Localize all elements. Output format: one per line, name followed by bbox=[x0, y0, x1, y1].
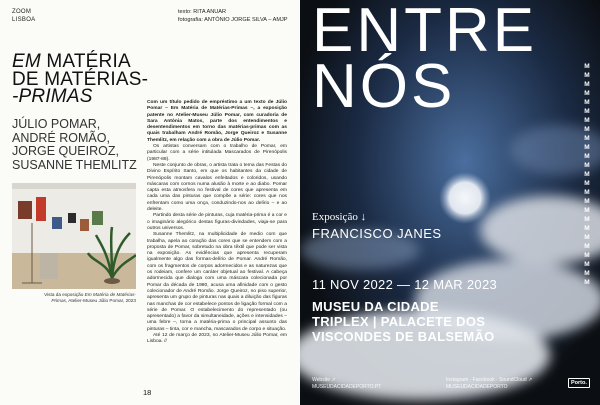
paragraph: Com um título pedido de empréstimo a um texto de Júlio Pomar – Em Matéria de Matérias-Primas –, a exposição patente no Atelier-Museu Júlio Pomar, com curadoria de Sara Antónia Matos, parte dos entendimentos e desentendimentos em torno das matérias-primas com as quais trabalham André Romão, Jorge Queiroz e Susanne Themlitz, em relação com a obra de Júlio Pomar. bbox=[147, 100, 287, 143]
exhibition-dates: 11 NOV 2022 — 12 MAR 2023 bbox=[312, 277, 498, 292]
side-mark: M bbox=[584, 252, 590, 259]
venue-line: VISCONDES DE BALSEMÃO bbox=[312, 329, 495, 344]
website-url[interactable]: MUSEUDACIDADEPORTO.PT bbox=[312, 383, 382, 390]
venue-line: MUSEU DA CIDADE bbox=[312, 299, 439, 314]
caption-suffix: , Atelier-Museu Júlio Pomar, 2023 bbox=[65, 298, 136, 303]
title-line2: DE MATÉRIAS- bbox=[12, 68, 149, 90]
artists-list bbox=[12, 118, 162, 172]
article-body bbox=[147, 100, 287, 346]
venue-line: TRIPLEX | PALACETE DOS bbox=[312, 314, 486, 329]
headline-line1: ENTRE bbox=[312, 0, 538, 65]
side-mark: M M bbox=[584, 171, 590, 187]
side-mark: M bbox=[584, 243, 590, 250]
paragraph: Até 12 de março de 2023, no Atelier-Museu Júlio Pomar, em Lisboa. // bbox=[147, 332, 287, 345]
exhibition-photo-illustration bbox=[12, 183, 136, 289]
text-credit: texto: RITA ANUAR bbox=[178, 9, 227, 15]
side-mark: M M bbox=[584, 207, 590, 223]
side-mark: M bbox=[584, 270, 590, 277]
title-line3: -PRIMAS bbox=[12, 86, 93, 107]
porto-logo: Porto. bbox=[568, 378, 590, 388]
paragraph: Partindo desta série de pinturas, cuja matéria-prima é a cor e o imaginário alegórico destas figuras-divindades, viaja-se para outros universos. bbox=[147, 213, 287, 231]
side-mark: M bbox=[584, 63, 590, 70]
article-title bbox=[12, 53, 172, 106]
photo-caption bbox=[40, 292, 136, 304]
paragraph: Susanne Themlitz, na multiplicidade de medio com que trabalha, apela ao coração das cores que se entendem com a proposta de Pomar, sobretudo na obra têxtil que pode ser vista na exposição. As evidências que apresenta recuperam igualmente algo das formas-delírio de Pomar. André Romão, com os fragmentos de corpos adormecidos e as naturezas que os rodeiam, confere um caráter objetual ao festival. A cabeça adormecida que dialoga com uma máscara colecionada por Pomar da década de 1980, acusa uma afinidade com o gesto colecionador de André Romão. Jorge Queiroz, no piso superior, apresenta um grupo de pinturas nas quais a diluição das figuras nas manchas de cor estabelece pontos de ligação formal com a série de Pomar. O estabelecimento do representado (ou apresentado) a favor da simultaneidade, ações e intensidades – uma febre –, torna a matéria-prima o principal assunto das pinturas – tinta, cor e mancha, mascarados de corpo e situação. bbox=[147, 232, 287, 332]
side-mark: M M bbox=[584, 81, 590, 97]
website-label: Website ↗ bbox=[312, 377, 336, 383]
social-handle[interactable]: MUSEUDACIDADEPORTO bbox=[446, 383, 508, 390]
side-mark: M bbox=[584, 279, 590, 286]
artist-name: ANDRÉ ROMÃO, bbox=[12, 130, 110, 145]
section-city: LISBOA bbox=[12, 16, 36, 23]
exhibition-artist: FRANCISCO JANES bbox=[312, 226, 442, 241]
paragraph: Os artistas conversam com o trabalho de Pomar, em particular com a série intitulada Mascarados de Pirenópolis (1987-88). bbox=[147, 144, 287, 162]
side-mark: M M bbox=[584, 153, 590, 169]
side-marks bbox=[582, 62, 592, 287]
side-mark: M M bbox=[584, 135, 590, 151]
section-label bbox=[12, 9, 35, 24]
caption-prefix: Vista da exposição bbox=[44, 292, 84, 297]
side-mark: M bbox=[584, 72, 590, 79]
artist-name: SUSANNE THEMLITZ bbox=[12, 157, 137, 172]
side-mark: M M bbox=[584, 189, 590, 205]
section-name: ZOOM bbox=[12, 9, 32, 15]
social-label: Instagram · Facebook · SoundCloud ↗ bbox=[446, 377, 533, 383]
title-line1: MATÉRIA bbox=[46, 51, 131, 72]
artist-name: JORGE QUEIROZ, bbox=[12, 144, 119, 158]
artist-name: JÚLIO POMAR, bbox=[12, 117, 101, 131]
caption-title: Em Matéria de Matérias-Primas bbox=[51, 292, 136, 303]
exhibition-photo bbox=[12, 183, 136, 289]
headline-line2: NÓS bbox=[312, 52, 456, 121]
exhibition-venue bbox=[312, 299, 512, 344]
credits bbox=[178, 9, 288, 24]
side-mark: M M bbox=[584, 225, 590, 241]
right-page-ad bbox=[300, 0, 600, 405]
title-em: EM bbox=[12, 51, 41, 72]
photo-credit: fotografia: ANTÓNIO JORGE SILVA – AMJP bbox=[178, 16, 288, 23]
side-mark: M M bbox=[584, 117, 590, 133]
paragraph: Neste conjunto de obras, o artista trata o tema das Festas do Divino Espírito Santo, em que os habitantes da cidade de Pirenópolis montam cavalos enfeitados e coloridos, usando máscaras com cornos numa alusão à morte e ao diabo. Pomar capta esta atmosfera no festival de cores que apresenta em cada uma das pinturas que compõe a série: cores que nos enfrentam como uma onça, conduzindo-nos ao delírio – e ao deleite. bbox=[147, 162, 287, 213]
side-mark: M M bbox=[584, 99, 590, 115]
footer-website bbox=[312, 377, 381, 390]
side-mark: M bbox=[584, 261, 590, 268]
exhibition-label: Exposição ↓ bbox=[312, 211, 367, 223]
footer-social bbox=[446, 377, 532, 390]
page-number: 18 bbox=[143, 388, 152, 397]
